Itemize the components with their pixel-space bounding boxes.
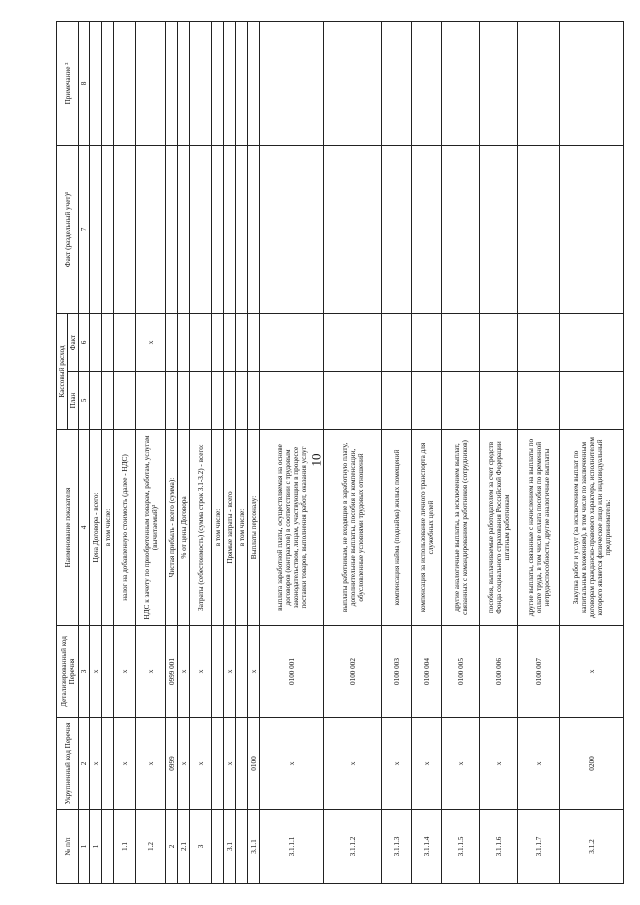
table-row [166,21,178,883]
row-fact [412,313,442,371]
row-note [442,21,480,145]
row-name: Закупка работ и услуг (за исключением выплат по капитальным вложениям), в том числе по заключенным договорам гражданско-правового характера, исполнителем которого является физическое лицо или индивидуальный предприниматель: [560,430,624,626]
row-number: 3.1.1.2 [324,810,382,884]
row-code: x [224,718,236,810]
row-fact [190,313,212,371]
row-detail-code: x [114,626,136,718]
table-row [480,21,518,883]
row-name: другие выплаты, связанные с начислением на выплаты по оплате труда, в том числе оплата пособия по временной нетрудоспособности, другие аналогичные выплаты [518,430,560,626]
row-separate [248,145,260,313]
row-plan [518,372,560,430]
row-number: 3.1.2 [560,810,624,884]
row-note [190,21,212,145]
row-note [480,21,518,145]
row-detail-code [212,626,224,718]
row-detail-code: 0100 003 [382,626,412,718]
row-name: компенсация найма (поднайма) жилых помещений [382,430,412,626]
row-number: 1.1 [114,810,136,884]
row-name: компенсация за использование личного транспорта для служебных целей [412,430,442,626]
table-row [190,21,212,883]
row-number: 2 [166,810,178,884]
row-fact [114,313,136,371]
table-row [114,21,136,883]
row-plan [260,372,324,430]
row-separate [90,145,102,313]
row-separate [260,145,324,313]
table-row [178,21,190,883]
row-name: Прямые затраты - всего [224,430,236,626]
row-separate [178,145,190,313]
row-separate [114,145,136,313]
row-plan [136,372,166,430]
rotated-table-wrapper [56,22,618,884]
table-row [324,21,382,883]
row-fact [248,313,260,371]
row-fact [382,313,412,371]
row-number: 3.1.1.5 [442,810,480,884]
row-separate [212,145,224,313]
row-plan [324,372,382,430]
row-plan [90,372,102,430]
row-number: 3.1.1.7 [518,810,560,884]
row-fact [224,313,236,371]
row-fact [102,313,114,371]
row-note [412,21,442,145]
row-plan [102,372,114,430]
row-detail-code: 0100 006 [480,626,518,718]
table-row [212,21,224,883]
row-code: 0999 [166,718,178,810]
row-code: x [480,718,518,810]
row-number [212,810,224,884]
row-note [518,21,560,145]
column-number: 7 [79,145,90,313]
row-fact: x [136,313,166,371]
header-row-1 [57,21,68,883]
row-number [236,810,248,884]
row-code: x [136,718,166,810]
row-fact [442,313,480,371]
row-plan [224,372,236,430]
row-detail-code: x [224,626,236,718]
row-name: налог на добавленную стоимость (далее - НДС) [114,430,136,626]
report-table [56,21,624,884]
row-separate [224,145,236,313]
row-detail-code: 0100 007 [518,626,560,718]
header-fact: Факт [68,313,79,371]
row-number: 3.1.1.6 [480,810,518,884]
row-separate [518,145,560,313]
row-name: в том числе: [236,430,248,626]
row-fact [212,313,224,371]
row-separate [480,145,518,313]
row-note [114,21,136,145]
row-number: 3.1 [224,810,236,884]
row-fact [560,313,624,371]
row-number: 3.1.1.4 [412,810,442,884]
column-number: 1 [79,810,90,884]
row-plan [114,372,136,430]
row-plan [236,372,248,430]
row-separate [412,145,442,313]
row-note [248,21,260,145]
row-number: 3.1.1 [248,810,260,884]
row-code: x [442,718,480,810]
row-code: 0100 [248,718,260,810]
row-code: x [324,718,382,810]
row-detail-code: x [136,626,166,718]
header-code: Укрупненный код Перечня [57,718,79,810]
page-number: 10 [308,453,324,467]
column-number: 6 [79,313,90,371]
row-detail-code: x [560,626,624,718]
row-detail-code: 0100 002 [324,626,382,718]
table-row [442,21,480,883]
row-name: в том числе: [212,430,224,626]
row-separate [382,145,412,313]
row-code: 0200 [560,718,624,810]
row-number: 1.2 [136,810,166,884]
row-detail-code: x [90,626,102,718]
row-plan [560,372,624,430]
row-code [236,718,248,810]
row-detail-code [236,626,248,718]
row-detail-code: x [190,626,212,718]
table-row [248,21,260,883]
table-row [382,21,412,883]
table-row [260,21,324,883]
row-detail-code [102,626,114,718]
row-note [178,21,190,145]
header-separate-accounting: Факт (раздельный учет)¹ [57,145,79,313]
column-number: 5 [79,372,90,430]
row-number: 1 [90,810,102,884]
row-number: 3 [190,810,212,884]
header-note: Примечание ² [57,21,79,145]
column-number: 4 [79,430,90,626]
row-note [224,21,236,145]
row-plan [442,372,480,430]
row-separate [324,145,382,313]
row-note [236,21,248,145]
row-separate [102,145,114,313]
row-number: 2.1 [178,810,190,884]
row-detail-code: 0999 001 [166,626,178,718]
row-code: x [114,718,136,810]
table-row [90,21,102,883]
row-name: выплаты работникам, не входящие в заработную плату, дополнительные выплаты, пособия и компенсации, обусловленные условиями трудовых отношений [324,430,382,626]
row-plan [412,372,442,430]
row-fact [90,313,102,371]
row-note [382,21,412,145]
row-code [212,718,224,810]
table-row [412,21,442,883]
row-note [90,21,102,145]
row-fact [518,313,560,371]
row-note [136,21,166,145]
row-number: 3.1.1.3 [382,810,412,884]
row-name: Выплаты персоналу: [248,430,260,626]
row-number: 3.1.1.1 [260,810,324,884]
row-number [102,810,114,884]
row-fact [480,313,518,371]
row-note [324,21,382,145]
row-code: x [260,718,324,810]
row-name: выплата заработной платы, осуществляемая на основе договоров (контрактов) в соответствии с трудовым законодательством, лицам, участвующим в процессе поставки товаров, выполнения работ, оказания услуг [260,430,324,626]
row-plan [166,372,178,430]
row-name: Чистая прибыль - всего (сумма): [166,430,178,626]
header-indicator-name: Наименование показателя [57,430,79,626]
row-separate [136,145,166,313]
row-fact [236,313,248,371]
row-fact [178,313,190,371]
row-detail-code: 0100 005 [442,626,480,718]
row-name: НДС к зачету по приобретенным товарам, работам, услугам (вычитаемый)³ [136,430,166,626]
row-plan [248,372,260,430]
row-fact [166,313,178,371]
row-separate [166,145,178,313]
row-code: x [190,718,212,810]
table-row [102,21,114,883]
row-plan [212,372,224,430]
header-num: № п/п [57,810,79,884]
row-code: x [382,718,412,810]
row-note [560,21,624,145]
row-code [102,718,114,810]
row-note [260,21,324,145]
row-plan [480,372,518,430]
row-code: x [178,718,190,810]
row-separate [190,145,212,313]
table-row [224,21,236,883]
column-number: 3 [79,626,90,718]
row-detail-code: 0100 004 [412,626,442,718]
row-code: x [518,718,560,810]
row-code: x [90,718,102,810]
row-fact [324,313,382,371]
row-separate [236,145,248,313]
row-code: x [412,718,442,810]
row-note [212,21,224,145]
row-plan [178,372,190,430]
row-fact [260,313,324,371]
row-name: другие аналогичные выплаты, за исключением выплат, связанных с командированием работников (сотрудников) [442,430,480,626]
row-note [166,21,178,145]
row-separate [442,145,480,313]
column-number: 8 [79,21,90,145]
table-row [560,21,624,883]
table-row [136,21,166,883]
table-row [236,21,248,883]
row-separate [560,145,624,313]
row-name: Цена Договора - всего: [90,430,102,626]
header-detail-code: Детализированный код Перечня [57,626,79,718]
column-number-row [79,21,90,883]
row-name: % от цены Договора [178,430,190,626]
row-note [102,21,114,145]
row-detail-code: 0100 001 [260,626,324,718]
table-row [518,21,560,883]
row-detail-code: x [178,626,190,718]
row-name: в том числе: [102,430,114,626]
header-plan: План [68,372,79,430]
row-detail-code: x [248,626,260,718]
row-plan [382,372,412,430]
row-name: пособия, выплачиваемые работодателем за счет средств Фонда социального страхования Российской Федерации штатным работникам [480,430,518,626]
column-number: 2 [79,718,90,810]
header-cash-expense: Кассовый расход [57,313,68,429]
row-plan [190,372,212,430]
row-name: Затраты (себестоимость) (сумма строк 3.1-3.2) - всего: [190,430,212,626]
